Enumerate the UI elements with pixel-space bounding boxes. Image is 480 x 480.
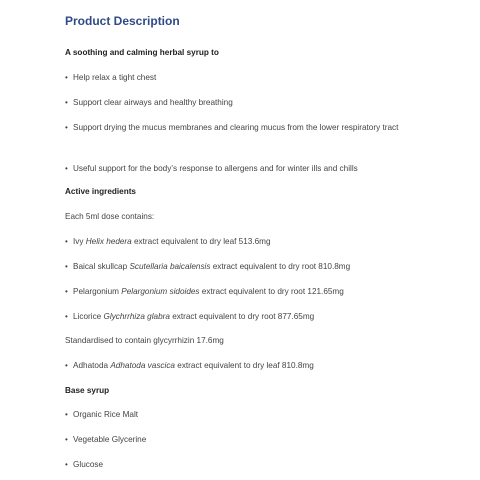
- list-item-ingredient-3: • Pelargonium Pelargonium sidoides extract equivalent to dry root 121.65mg: [65, 287, 344, 296]
- bullet-icon: •: [65, 312, 68, 321]
- base-syrup-heading: Base syrup: [65, 386, 110, 395]
- list-item-benefit-3: • Support drying the mucus membranes and clearing mucus from the lower respiratory tract: [65, 120, 425, 136]
- bullet-icon: •: [65, 73, 68, 82]
- list-item-ingredient-4: • Licorice Glychrrhiza glabra extract equivalent to dry root 877.65mg: [65, 312, 315, 321]
- list-item-ingredient-2: • Baical skullcap Scutellaria baicalensis extract equivalent to dry root 810.8mg: [65, 262, 351, 271]
- bullet-icon: •: [65, 435, 68, 444]
- bullet-icon: •: [65, 287, 68, 296]
- intro-heading: A soothing and calming herbal syrup to: [65, 48, 219, 57]
- bullet-icon: •: [65, 123, 68, 132]
- active-ingredients-heading: Active ingredients: [65, 187, 136, 196]
- list-item-base-2: • Vegetable Glycerine: [65, 435, 147, 444]
- list-item-ingredient-5: • Adhatoda Adhatoda vascica extract equivalent to dry leaf 810.8mg: [65, 361, 314, 370]
- bullet-icon: •: [65, 460, 68, 469]
- bullet-icon: •: [65, 98, 68, 107]
- list-item-base-3: • Glucose: [65, 460, 104, 469]
- list-item-benefit-4: • Useful support for the body’s response to allergens and for winter ills and chills: [65, 164, 358, 173]
- dose-text: Each 5ml dose contains:: [65, 212, 155, 221]
- list-item-benefit-2: • Support clear airways and healthy breathing: [65, 98, 233, 107]
- bullet-icon: •: [65, 237, 68, 246]
- list-item-benefit-1: • Help relax a tight chest: [65, 73, 157, 82]
- bullet-icon: •: [65, 164, 68, 173]
- bullet-icon: •: [65, 262, 68, 271]
- bullet-icon: •: [65, 361, 68, 370]
- list-item-base-1: • Organic Rice Malt: [65, 410, 139, 419]
- standardised-text: Standardised to contain glycyrrhizin 17.6mg: [65, 336, 224, 345]
- section-title: Product Description: [65, 14, 180, 28]
- bullet-icon: •: [65, 410, 68, 419]
- list-item-ingredient-1: • Ivy Helix hedera extract equivalent to dry leaf 513.6mg: [65, 237, 271, 246]
